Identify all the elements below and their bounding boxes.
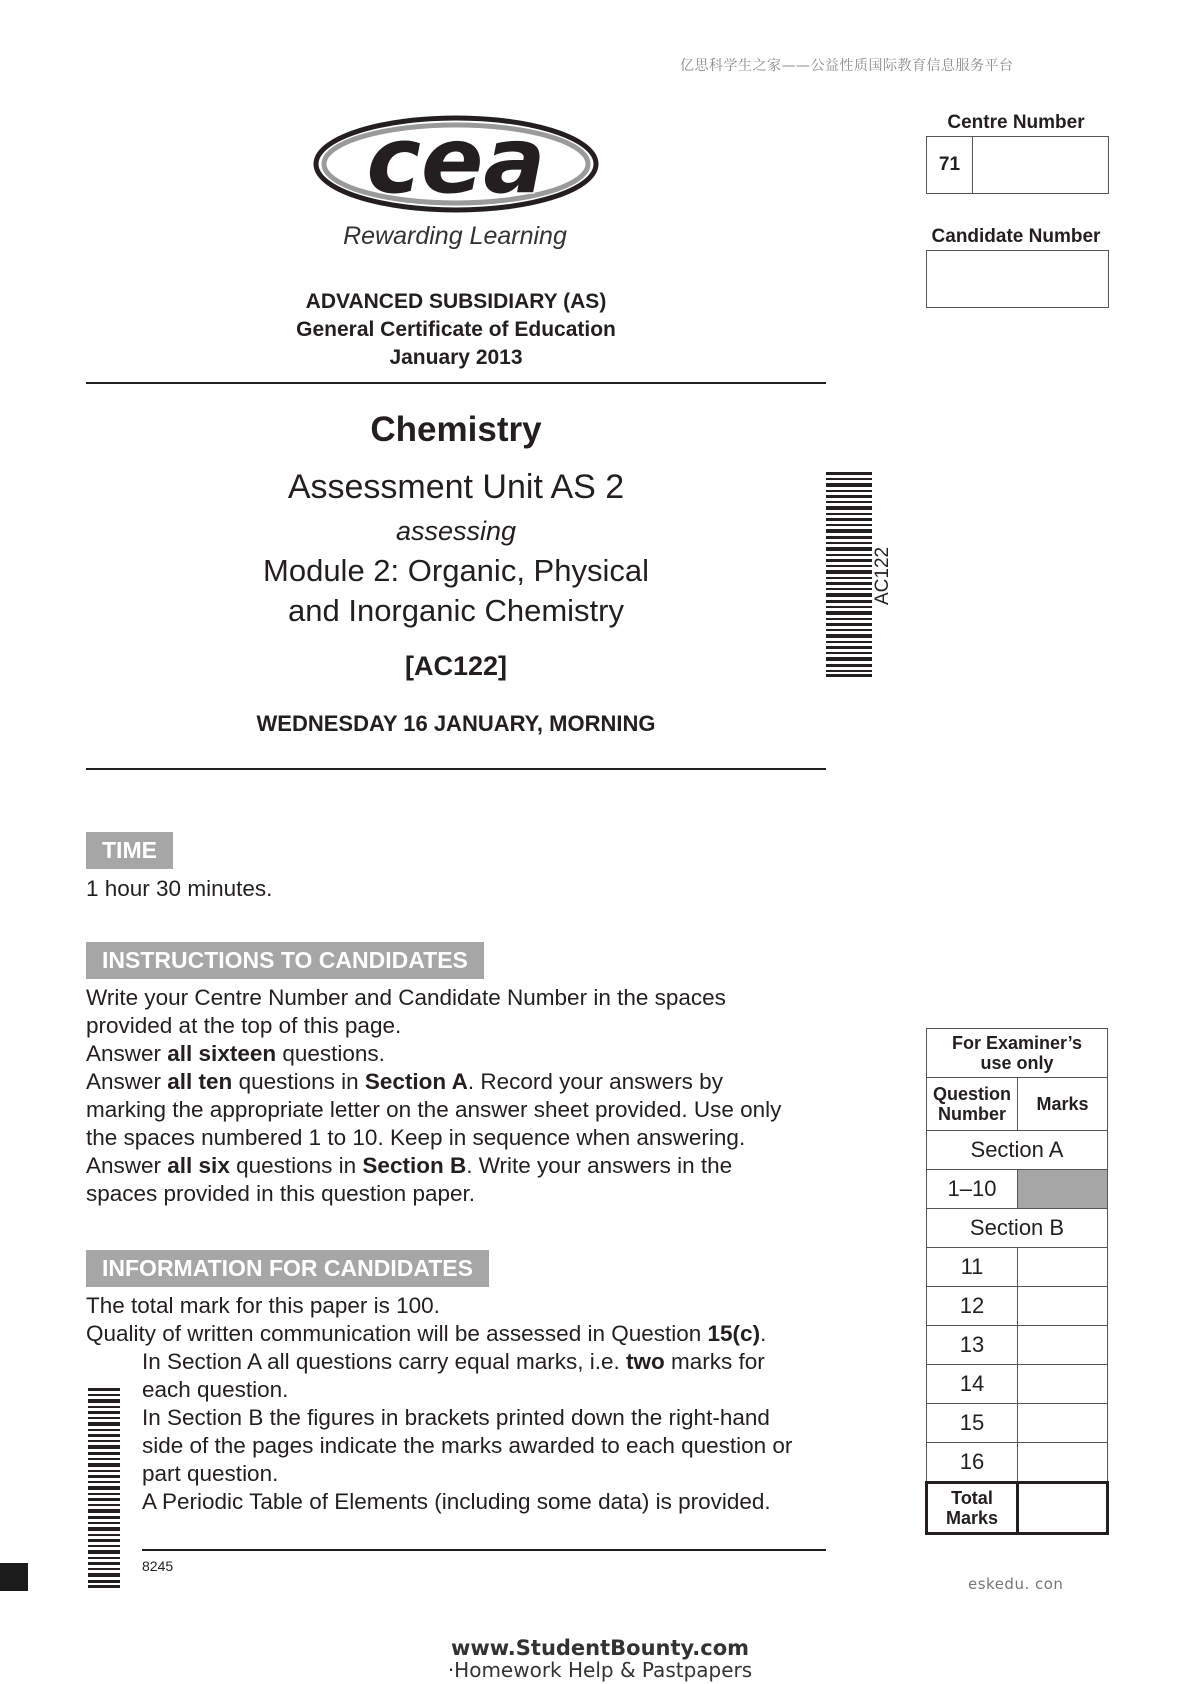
watermark-text: 亿思科学生之家——公益性质国际教育信息服务平台 [680, 58, 1014, 74]
information-line: Quality of written communication will be assessed in Question 15(c). [86, 1321, 767, 1346]
information-text [86, 1292, 836, 1348]
information-text-indented [142, 1348, 862, 1516]
marks-cell[interactable] [1018, 1404, 1108, 1443]
assessing-label: assessing [395, 516, 517, 546]
footer-url: www.StudentBounty.com [450, 1636, 750, 1660]
instructions-line: Write your Centre Number and Candidate Number in the spaces [86, 985, 726, 1010]
paper-code: [AC122] [404, 651, 508, 681]
marks-cell[interactable] [1018, 1287, 1108, 1326]
question-number: 11 [927, 1248, 1018, 1287]
instructions-line: provided at the top of this page. [86, 1013, 402, 1038]
instructions-line: Answer all ten questions in Section A. Record your answers by [86, 1069, 723, 1094]
divider-footer [142, 1549, 826, 1551]
instructions-line: marking the appropriate letter on the answer sheet provided. Use only [86, 1097, 782, 1122]
marks-cell[interactable] [1018, 1365, 1108, 1404]
shaded-cell [1018, 1170, 1108, 1209]
marks-cell[interactable] [1018, 1443, 1108, 1483]
question-number: 14 [927, 1365, 1018, 1404]
question-number: 13 [927, 1326, 1018, 1365]
question-number: 15 [927, 1404, 1018, 1443]
total-marks-cell[interactable] [1018, 1483, 1108, 1534]
instructions-text [86, 984, 836, 1208]
section-a-label: Section A [927, 1131, 1108, 1170]
module-line-2: and Inorganic Chemistry [288, 593, 624, 628]
examiner-column-headers [927, 1078, 1108, 1131]
module-title [86, 551, 826, 631]
question-number: 16 [927, 1443, 1018, 1483]
cea-logo [312, 112, 600, 220]
information-line: In Section B the figures in brackets printed down the right-hand [142, 1405, 770, 1430]
barcode-code: AC122 [872, 546, 893, 605]
footer-brand [440, 1636, 760, 1682]
instructions-heading: INSTRUCTIONS TO CANDIDATES [86, 942, 484, 979]
qualification-level: ADVANCED SUBSIDIARY (AS) [305, 290, 607, 313]
time-text: 1 hour 30 minutes. [86, 876, 273, 901]
instructions-line: Answer all sixteen questions. [86, 1041, 385, 1066]
question-number-header: Question Number [927, 1078, 1018, 1131]
marks-header: Marks [1018, 1078, 1108, 1131]
logo-tagline: Rewarding Learning [343, 222, 567, 250]
information-line: each question. [142, 1377, 289, 1402]
footer-tagline: ·Homework Help & Pastpapers [447, 1658, 753, 1682]
document-number: 8245 [142, 1558, 174, 1574]
instructions-line: spaces provided in this question paper. [86, 1181, 476, 1206]
instructions-line: the spaces numbered 1 to 10. Keep in sequence when answering. [86, 1125, 746, 1150]
module-line-1: Module 2: Organic, Physical [263, 553, 649, 588]
examiner-table [925, 1028, 1109, 1535]
candidate-number-label: Candidate Number [931, 226, 1101, 247]
question-range: 1–10 [927, 1170, 1018, 1209]
exam-session: January 2013 [389, 346, 523, 369]
information-line: A Periodic Table of Elements (including some data) is provided. [142, 1489, 771, 1514]
divider-bottom [86, 768, 826, 770]
information-line: side of the pages indicate the marks awarded to each question or [142, 1433, 793, 1458]
instructions-line: Answer all six questions in Section B. Write your answers in the [86, 1153, 733, 1178]
barcode-left-icon [88, 1388, 120, 1588]
candidate-number-box[interactable] [926, 250, 1109, 308]
centre-number-label: Centre Number [947, 112, 1085, 133]
information-line: The total mark for this paper is 100. [86, 1293, 440, 1318]
total-marks-label: Total Marks [927, 1483, 1018, 1534]
centre-number-value: 71 [927, 137, 973, 193]
marks-cell[interactable] [1018, 1326, 1108, 1365]
divider-top [86, 382, 826, 384]
barcode-icon [826, 472, 872, 677]
marks-cell[interactable] [1018, 1248, 1108, 1287]
time-heading: TIME [86, 832, 173, 869]
centre-number-box[interactable] [926, 136, 1109, 194]
information-line: part question. [142, 1461, 279, 1486]
question-number: 12 [927, 1287, 1018, 1326]
examiner-title-row [927, 1029, 1108, 1078]
information-line: In Section A all questions carry equal marks, i.e. two marks for [142, 1349, 765, 1374]
section-b-label: Section B [927, 1209, 1108, 1248]
exam-date: WEDNESDAY 16 JANUARY, MORNING [256, 711, 656, 736]
examiner-title: For Examiner’s use only [927, 1029, 1108, 1078]
qualification-name: General Certificate of Education [296, 318, 616, 341]
information-heading: INFORMATION FOR CANDIDATES [86, 1250, 489, 1287]
subject-title: Chemistry [370, 410, 542, 449]
assessment-unit: Assessment Unit AS 2 [287, 468, 625, 506]
registration-mark [0, 1563, 28, 1591]
site-watermark: eskedu. con [968, 1575, 1064, 1593]
svg-text:cea: cea [366, 112, 546, 214]
